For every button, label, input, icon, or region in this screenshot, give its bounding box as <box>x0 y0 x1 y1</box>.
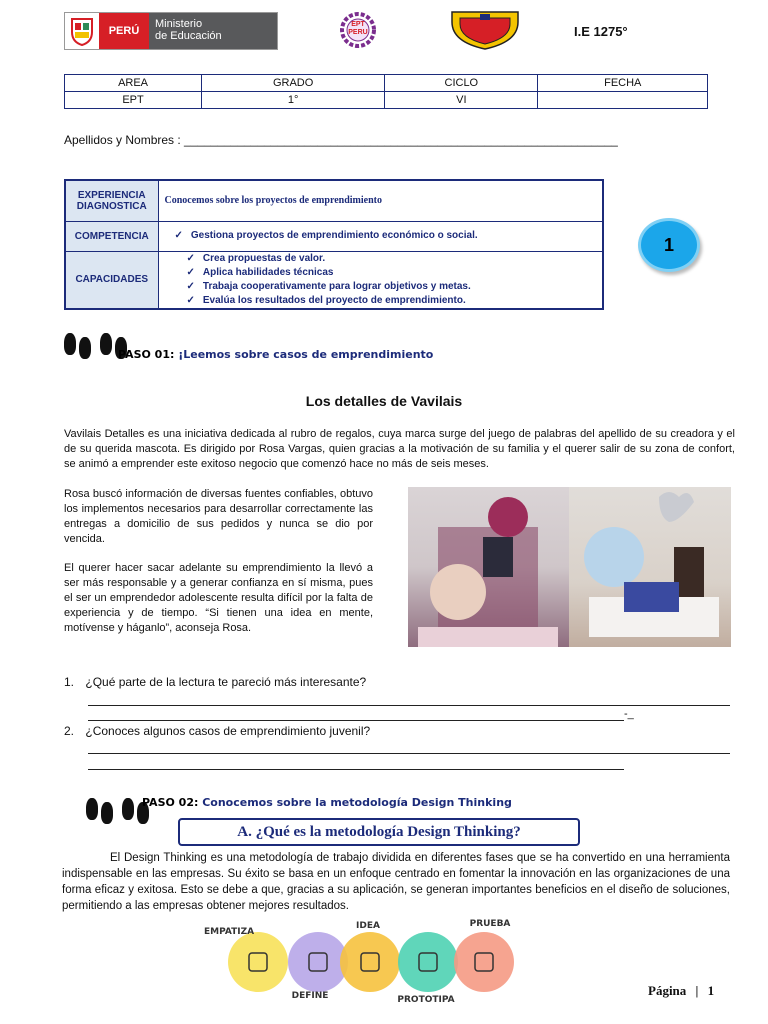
gift-basket-right-image <box>569 487 731 647</box>
question-1-number: 1. <box>64 675 75 689</box>
competency-value: ✓ Gestiona proyectos de emprendimiento económico o social. <box>175 229 603 243</box>
step1-heading <box>118 348 433 361</box>
question-1 <box>64 675 366 689</box>
question-2-text: ¿Conoces algunos casos de emprendimiento juvenil? <box>85 724 371 738</box>
answer-line[interactable] <box>88 705 730 706</box>
page-number: 1 <box>707 983 715 998</box>
reading-paragraph-1: Vavilais Detalles es una iniciativa dedicada al rubro de regalos, cuya marca surge del juego de palabras del apellido de su creadora y el de su querida mascota. Es dirigido por Rosa Vargas, quien gracias a la motivación de su familia y el querer salir de su zona de confort, se animó a emprender este exitoso negocio que comenzó hace no más de seis meses. <box>64 428 735 470</box>
step1-prefix: PASO 01: <box>118 348 175 361</box>
ept-logo-bottom: PERU <box>348 29 368 36</box>
phase-label-idea: IDEA <box>356 921 380 931</box>
gift-basket-left-image <box>408 487 569 647</box>
gift-baskets-photo <box>408 487 731 647</box>
capacity-item: ✓ Evalúa los resultados del proyecto de emprendimiento. <box>175 294 603 308</box>
capacities-row <box>65 251 603 309</box>
ministry-name <box>149 13 277 49</box>
design-thinking-text: El Design Thinking es una metodología de trabajo dividida en diferentes fases que se ha convertido en una herramienta indispensable en las empresas. Su éxito se basa en un enfoque centrado en fomentar la innovación en las organizaciones de una forma eficaz y exitosa. Esto se debe a que, gracias a su aplicación, se generan importantes beneficios en el diseño de soluciones, permitiendo a las empresas obtener mejores resultados. <box>62 852 730 912</box>
step2-prefix: PASO 02: <box>142 796 199 809</box>
info-value-area: EPT <box>65 92 202 109</box>
experience-row <box>65 180 603 221</box>
design-thinking-phases-diagram <box>200 912 520 1012</box>
capacity-item: ✓ Trabaja cooperativamente para lograr objetivos y metas. <box>175 280 603 294</box>
phase-circle-prueba <box>454 932 514 992</box>
info-header-fecha: FECHA <box>538 75 708 92</box>
peru-shield-icon <box>65 13 99 49</box>
capacity-item: ✓ Aplica habilidades técnicas <box>175 266 603 280</box>
answer-line[interactable] <box>88 769 624 770</box>
ept-peru-logo <box>330 12 386 48</box>
section-a-title: A. ¿Qué es la metodología Design Thinking? <box>178 818 580 846</box>
step2-text: Conocemos sobre la metodología Design Thinking <box>202 796 512 809</box>
answer-line[interactable] <box>88 753 730 754</box>
experience-label: EXPERIENCIA DIAGNOSTICA <box>65 180 158 221</box>
phase-circle-prototipa <box>398 932 458 992</box>
phase-circle-define <box>288 932 348 992</box>
capacity-item: ✓ Crea propuestas de valor. <box>175 252 603 266</box>
info-table-value-row <box>65 92 708 109</box>
phase-circle-idea <box>340 932 400 992</box>
ministry-line1: Ministerio <box>155 18 203 30</box>
session-number-badge: 1 <box>638 218 700 272</box>
phase-circle-empatiza <box>228 932 288 992</box>
school-crest-icon <box>450 8 520 50</box>
peru-ministry-logo <box>64 12 278 50</box>
student-name-field: Apellidos y Nombres : _________________________________________________________________ <box>64 133 618 147</box>
reading-paragraph-2: Rosa buscó información de diversas fuentes confiables, obtuvo los implementos necesarios para desarrollar correctamente las entregas a domicilio de sus pedidos y nunca se dio por vencida. <box>64 488 373 545</box>
page-footer <box>648 983 714 999</box>
reading-title: Los detalles de Vavilais <box>305 393 463 409</box>
school-name: I.E 1275° <box>574 24 628 39</box>
info-value-fecha <box>538 92 708 109</box>
footer-label: Página <box>648 983 687 998</box>
competency-table <box>64 179 604 310</box>
info-header-grado: GRADO <box>202 75 385 92</box>
competency-label: COMPETENCIA <box>65 221 158 251</box>
peru-label: PERÚ <box>99 13 149 49</box>
step1-text: ¡Leemos sobre casos de emprendimiento <box>178 348 434 361</box>
ept-logo-top: EPT <box>351 21 365 28</box>
info-table-header-row <box>65 75 708 92</box>
info-value-grado: 1° <box>202 92 385 109</box>
phase-label-prueba: PRUEBA <box>469 919 511 929</box>
phase-label-define: DEFINE <box>291 991 329 1001</box>
phase-label-empatiza: EMPATIZA <box>204 927 255 937</box>
capacities-label: CAPACIDADES <box>65 251 158 309</box>
step2-heading <box>142 796 512 809</box>
design-thinking-paragraph <box>62 850 730 914</box>
footer-separator: | <box>695 983 699 998</box>
phase-label-prototipa: PROTOTIPA <box>397 995 455 1005</box>
answer-line[interactable] <box>88 720 624 721</box>
footprints-icon <box>86 798 149 824</box>
competency-row <box>65 221 603 251</box>
question-2-number: 2. <box>64 724 75 738</box>
ministry-line2: de Educación <box>155 30 222 42</box>
info-header-ciclo: CICLO <box>385 75 538 92</box>
answer-tail: -_ <box>624 708 634 720</box>
experience-value: Conocemos sobre los proyectos de emprendimiento <box>158 180 603 221</box>
info-header-area: AREA <box>65 75 202 92</box>
info-value-ciclo: VI <box>385 92 538 109</box>
question-1-text: ¿Qué parte de la lectura te pareció más interesante? <box>85 675 367 689</box>
question-2 <box>64 724 370 738</box>
reading-paragraph-3: El querer hacer sacar adelante su emprendimiento la llevó a ser más responsable y a generar confianza en sí misma, pues el ser un emprendedor adolescente resulta difícil por la falta de experiencia y de tiempo. “Si tienen una idea en mente, motívense y háganlo”, aconseja Rosa. <box>64 562 373 634</box>
info-table <box>64 74 708 109</box>
